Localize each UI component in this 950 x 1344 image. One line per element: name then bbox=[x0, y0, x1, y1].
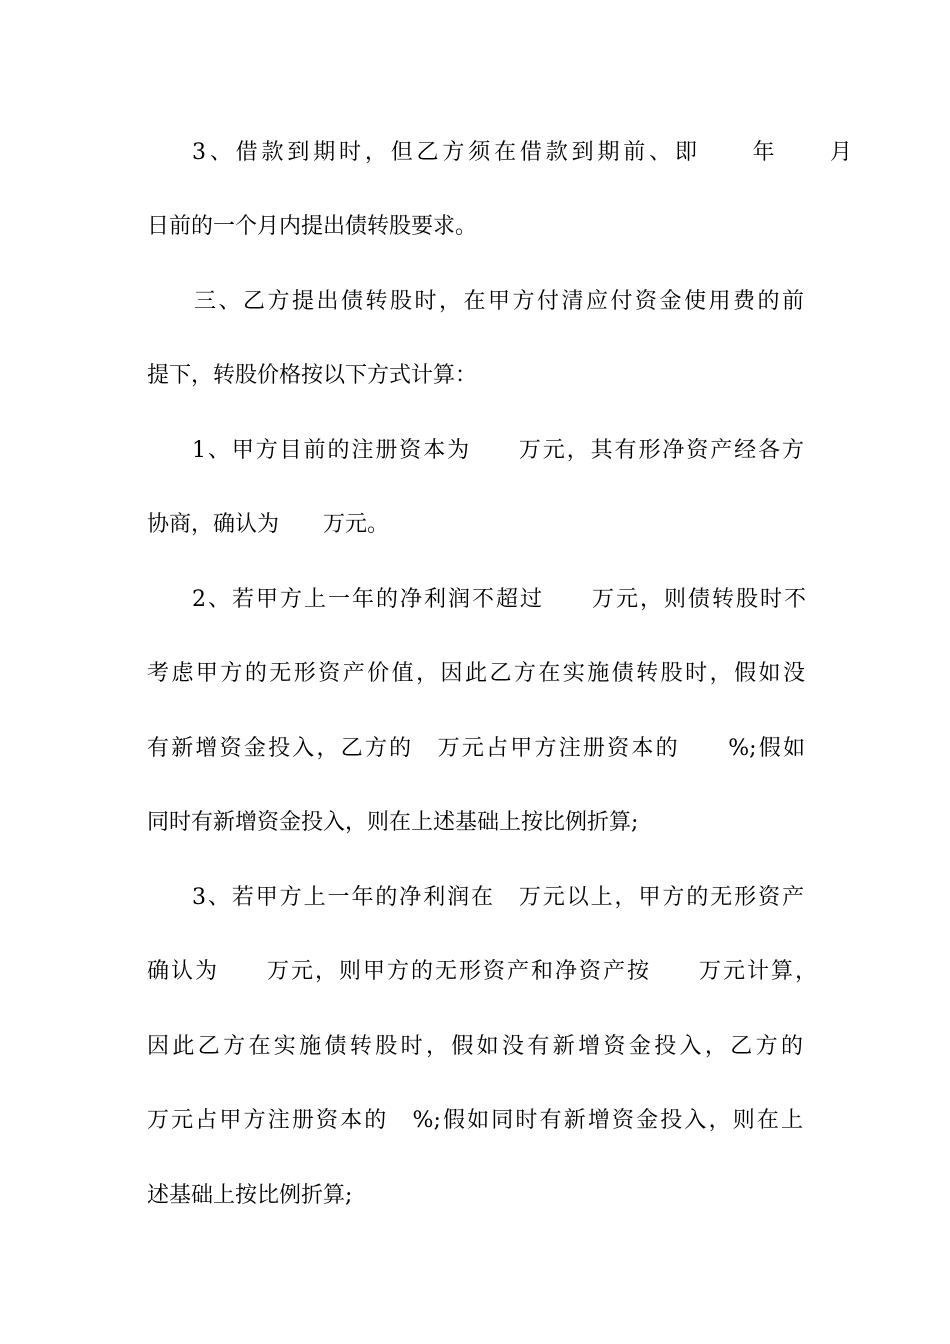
paragraph-line: 确认为 万元，则甲方的无形资产和净资产按 万元计算， bbox=[147, 959, 817, 984]
paragraph-line: 考虑甲方的无形资产价值，因此乙方在实施债转股时，假如没 bbox=[147, 661, 805, 686]
paragraph-line: 2、若甲方上一年的净利润不超过 万元，则债转股时不 bbox=[192, 587, 806, 612]
paragraph-line: 述基础上按比例折算; bbox=[147, 1183, 353, 1208]
paragraph-line: 协商，确认为 万元。 bbox=[147, 512, 390, 537]
paragraph-line: 日前的一个月内提出债转股要求。 bbox=[147, 214, 478, 239]
paragraph-line: 因此乙方在实施债转股时，假如没有新增资金投入，乙方的 bbox=[147, 1034, 803, 1059]
paragraph-line: 提下，转股价格按以下方式计算： bbox=[147, 363, 478, 388]
paragraph-line: 有新增资金投入，乙方的 万元占甲方注册资本的 %;假如 bbox=[147, 736, 805, 761]
paragraph-line: 同时有新增资金投入，则在上述基础上按比例折算; bbox=[147, 810, 639, 835]
paragraph-line: 三、乙方提出债转股时，在甲方付清应付资金使用费的前 bbox=[194, 289, 804, 314]
paragraph-line: 3、若甲方上一年的净利润在 万元以上，甲方的无形资产 bbox=[192, 885, 804, 910]
paragraph-line: 3、借款到期时，但乙方须在借款到期前、即 年 月 bbox=[192, 140, 852, 165]
paragraph-line: 万元占甲方注册资本的 %;假如同时有新增资金投入，则在上 bbox=[147, 1108, 803, 1133]
paragraph-line: 1、甲方目前的注册资本为 万元，其有形净资产经各方 bbox=[192, 438, 804, 463]
